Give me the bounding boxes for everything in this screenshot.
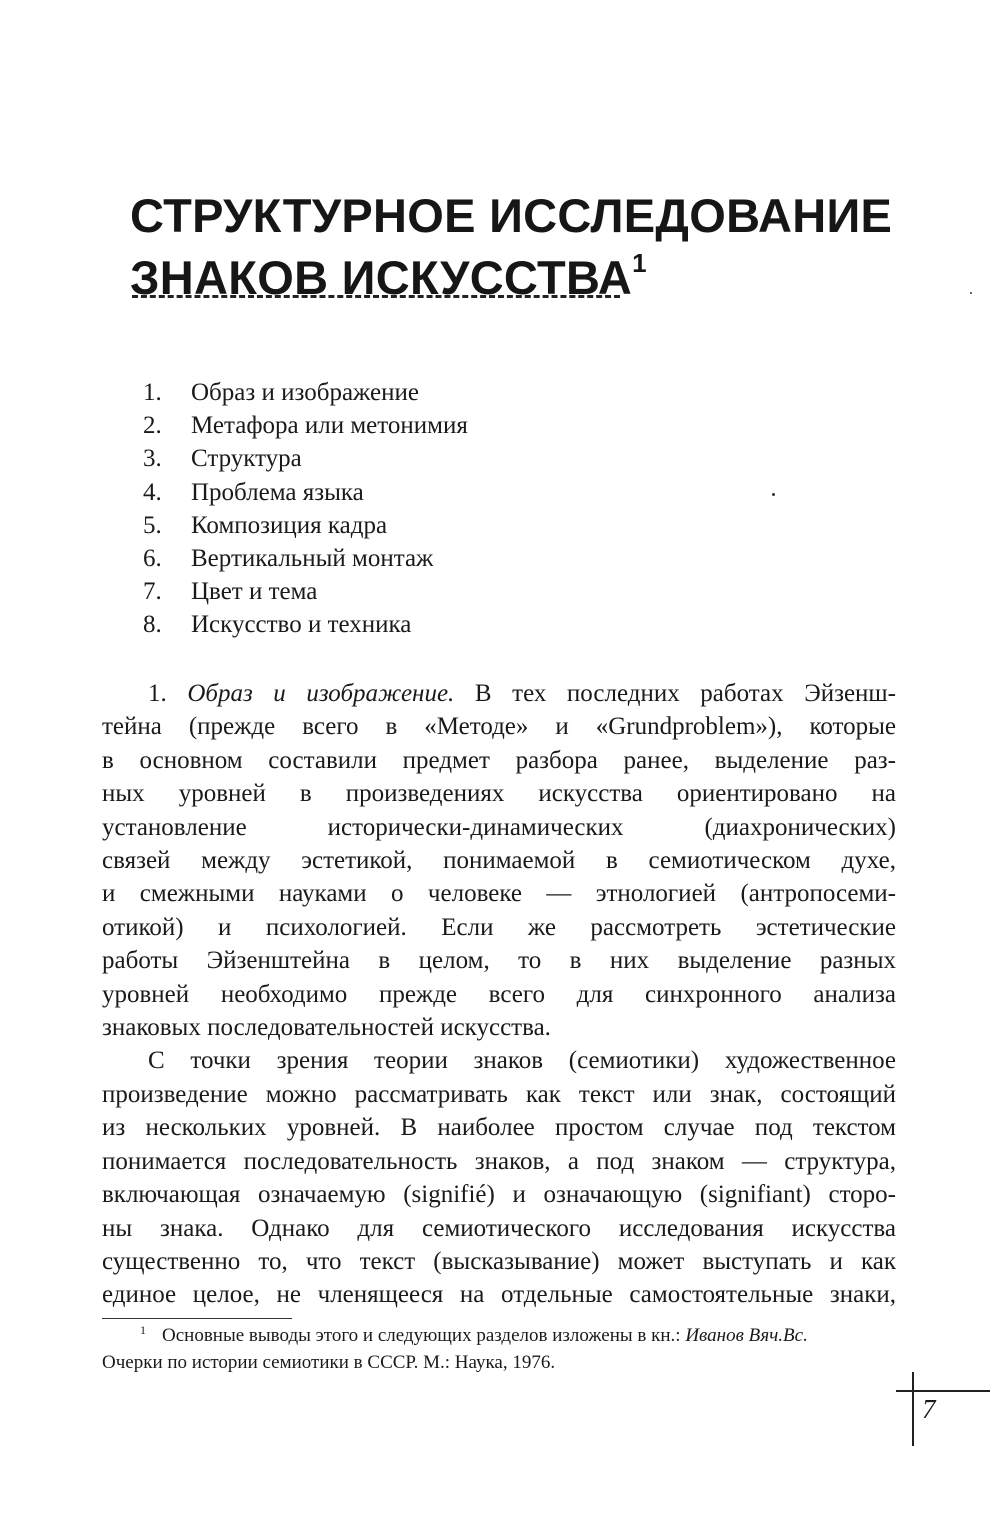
paragraph-line-text: В тех последних работах Эйзенш- xyxy=(454,680,896,707)
paragraph-line: единое целое, не членящееся на отдельные самостоятельные знаки, xyxy=(102,1281,896,1309)
paragraph-line: ных уровней в произведениях искусства ориентировано на xyxy=(102,780,896,808)
paragraph-1 xyxy=(102,677,896,1044)
toc-item xyxy=(143,509,468,542)
footnote-mark: 1 xyxy=(140,1323,146,1337)
page-number: 7 xyxy=(922,1394,936,1424)
section-heading-inline: Образ и изображение. xyxy=(187,680,455,707)
paragraph-line: понимается последовательность знаков, а под знаком — структура, xyxy=(102,1147,896,1175)
toc-item xyxy=(143,542,468,575)
toc-item-label: Искусство и техника xyxy=(191,611,412,639)
toc-item xyxy=(143,442,468,475)
paragraph-line: знаковых последовательностей искусства. xyxy=(102,1014,551,1042)
paragraph-line: существенно то, что текст (высказывание) может выступать и как xyxy=(102,1247,896,1275)
paragraph-line: установление исторически-динамических (диахронических) xyxy=(102,813,896,841)
paragraph-line: уровней необходимо прежде всего для синхронного анализа xyxy=(102,980,896,1008)
footnote-text: Основные выводы этого и следующих разделов изложены в кн.: xyxy=(162,1325,686,1346)
paragraph-line: из нескольких уровней. В наиболее простом случае под текстом xyxy=(102,1114,896,1142)
toc-item xyxy=(143,376,468,409)
paragraph-line: работы Эйзенштейна в целом, то в них выделение разных xyxy=(102,947,896,975)
toc-item-number: 1. xyxy=(143,379,162,406)
print-speck xyxy=(772,493,775,496)
toc-item-number: 8. xyxy=(143,611,162,639)
toc-item-label: Вертикальный монтаж xyxy=(191,545,434,573)
paragraph-line: включающая означаемую (signifié) и означающую (signifiant) сторо- xyxy=(102,1181,896,1209)
paragraph-line: тейна (прежде всего в «Методе» и «Grundproblem»), которые xyxy=(102,713,896,741)
toc-item-label: Цвет и тема xyxy=(191,578,318,606)
toc-item xyxy=(143,575,468,608)
footnote-author: Иванов Вяч.Вс. xyxy=(685,1325,808,1346)
paragraph-line xyxy=(102,677,896,710)
paragraph-line: произведение можно рассматривать как текст или знак, состоящий xyxy=(102,1080,896,1108)
chapter-title-line-1: СТРУКТУРНОЕ ИССЛЕДОВАНИЕ xyxy=(130,189,893,242)
toc-item xyxy=(143,608,468,641)
title-dashed-underline xyxy=(132,295,620,298)
paragraph-line: связей между эстетикой, понимаемой в семиотическом духе, xyxy=(102,847,896,875)
table-of-contents xyxy=(143,376,468,642)
toc-item-label: Проблема языка xyxy=(191,478,364,506)
toc-item-number: 7. xyxy=(143,578,162,606)
toc-item-label: Образ и изображение xyxy=(191,379,419,406)
toc-item-number: 3. xyxy=(143,445,162,473)
footnote-separator xyxy=(102,1318,292,1319)
footnote xyxy=(102,1322,896,1376)
chapter-title xyxy=(130,185,910,309)
footnote-line-1 xyxy=(102,1322,896,1349)
footnote-line-2: Очерки по истории семиотики в СССР. М.: Наука, 1976. xyxy=(102,1352,556,1373)
toc-item-label: Структура xyxy=(191,445,302,473)
toc-item-label: Метафора или метонимия xyxy=(191,412,468,440)
title-footnote-mark[interactable]: 1 xyxy=(632,248,647,278)
toc-item xyxy=(143,476,468,509)
chapter-title-line-2 xyxy=(130,247,910,309)
toc-item xyxy=(143,409,468,442)
paragraph-line: и смежными науками о человеке — этнологией (антропосеми- xyxy=(102,880,896,908)
toc-item-number: 6. xyxy=(143,545,162,573)
section-number: 1. xyxy=(148,680,188,707)
print-speck xyxy=(970,292,972,294)
body-text xyxy=(102,677,896,1312)
page-number-rule-vertical xyxy=(912,1372,914,1446)
toc-item-label: Композиция кадра xyxy=(191,511,388,539)
page-number-rule-horizontal xyxy=(896,1390,990,1392)
toc-item-number: 5. xyxy=(143,511,162,539)
toc-item-number: 2. xyxy=(143,412,162,440)
toc-item-number: 4. xyxy=(143,478,162,506)
chapter-title-line-2-text: ЗНАКОВ ИСКУССТВА xyxy=(130,251,633,304)
paragraph-line: ны знака. Однако для семиотического исследования искусства xyxy=(102,1214,896,1242)
paragraph-line: отикой) и психологией. Если же рассмотреть эстетические xyxy=(102,913,896,941)
paragraph-line: С точки зрения теории знаков (семиотики) художественное xyxy=(148,1047,896,1075)
paragraph-2 xyxy=(102,1044,896,1311)
paragraph-line: в основном составили предмет разбора ранее, выделение раз- xyxy=(102,746,896,774)
